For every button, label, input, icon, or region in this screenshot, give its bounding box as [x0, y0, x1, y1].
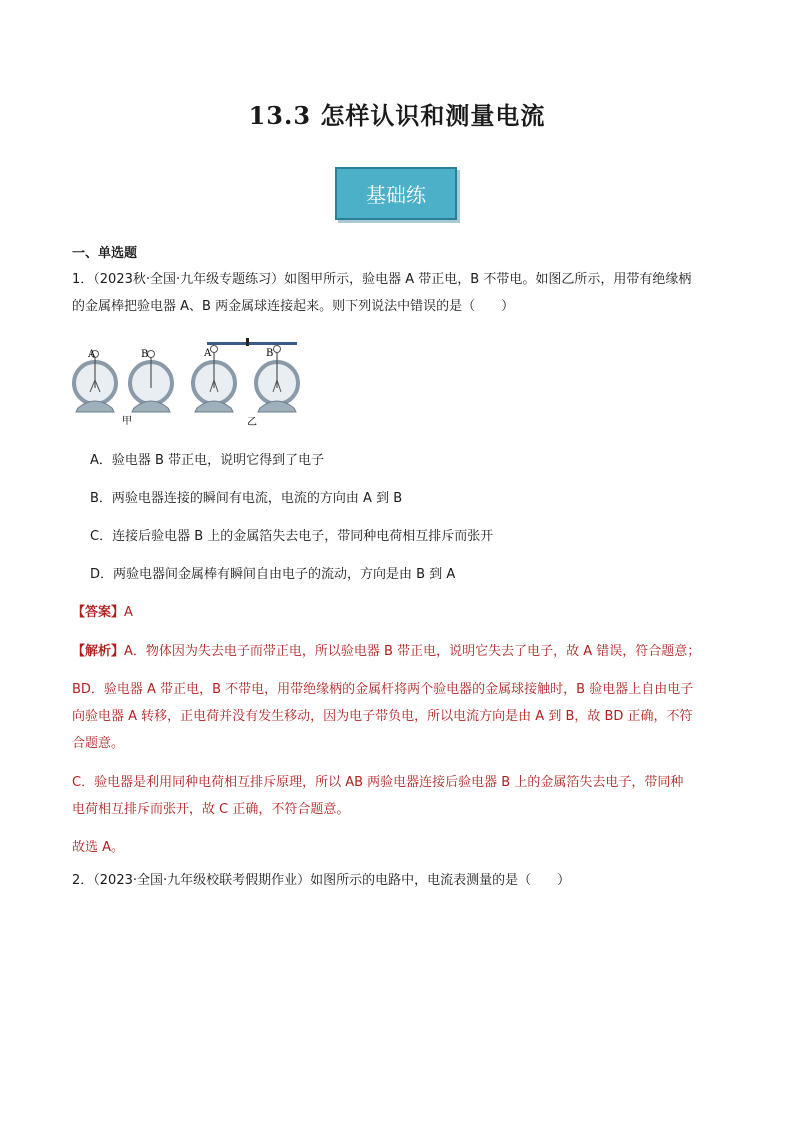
analysis-line-4: 合题意。 [72, 736, 125, 751]
analysis-conclusion: 故选 A。 [72, 840, 125, 855]
analysis-text-1: A．物体因为失去电子而带正电，所以验电器 B 带正电，说明它失去了电子，故 A 错误，符合题意； [124, 644, 701, 659]
page-title: 13.3 怎样认识和测量电流 [248, 101, 546, 130]
option-a: A．验电器 B 带正电，说明它得到了电子 [90, 453, 325, 468]
question-1-line-2: 的金属棒把验电器 A、B 两金属球连接起来。则下列说法中错误的是（ ） [72, 299, 515, 314]
option-d: D．两验电器间金属棒有瞬间自由电子的流动，方向是由 B 到 A [90, 567, 456, 582]
analysis-line-1 [72, 640, 700, 659]
answer-value: A [124, 605, 133, 620]
electroscope-figure [70, 336, 310, 428]
analysis-line-3: 向验电器 A 转移，正电荷并没有发生移动，因为电子带负电，所以电流方向是由 A 到 B，故 BD 正确，不符 [72, 709, 693, 724]
electroscope-a-yi [193, 346, 235, 413]
section-heading: 一、单选题 [72, 246, 138, 261]
electroscope-b-yi [256, 346, 298, 413]
option-b: B．两验电器连接的瞬间有电流，电流的方向由 A 到 B [90, 491, 403, 506]
analysis-line-6: 电荷相互排斥而张开，故 C 正确，不符合题意。 [72, 802, 350, 817]
label-b-jia: B [141, 349, 149, 360]
electroscope-b-jia [130, 351, 172, 413]
answer-line [72, 601, 133, 620]
analysis-line-2: BD．验电器 A 带正电，B 不带电，用带绝缘柄的金属杆将两个验电器的金属球接触时，B 验电器上自由电子 [72, 682, 694, 697]
option-c: C．连接后验电器 B 上的金属箔失去电子，带同种电荷相互排斥而张开 [90, 529, 494, 544]
metal-rod [207, 342, 297, 345]
question-2-line-1: 2．（2023·全国·九年级校联考假期作业）如图所示的电路中，电流表测量的是（ ） [72, 873, 571, 888]
label-jia: 甲 [122, 416, 132, 427]
label-a-jia: A [88, 349, 96, 360]
label-a-yi: A [204, 348, 212, 359]
label-b-yi: B [266, 348, 274, 359]
answer-tag: 【答案】 [72, 605, 125, 620]
analysis-tag: 【解析】 [72, 644, 125, 659]
analysis-line-5: C．验电器是利用同种电荷相互排斥原理，所以 AB 两验电器连接后验电器 B 上的金属箔失去电子，带同种 [72, 775, 684, 790]
section-badge: 基础练 [335, 167, 457, 220]
question-1-line-1: 1．（2023秋·全国·九年级专题练习）如图甲所示，验电器 A 带正电，B 不带电。如图乙所示，用带有绝缘柄 [72, 272, 692, 287]
insulated-handle [246, 338, 249, 346]
label-yi: 乙 [247, 417, 257, 428]
